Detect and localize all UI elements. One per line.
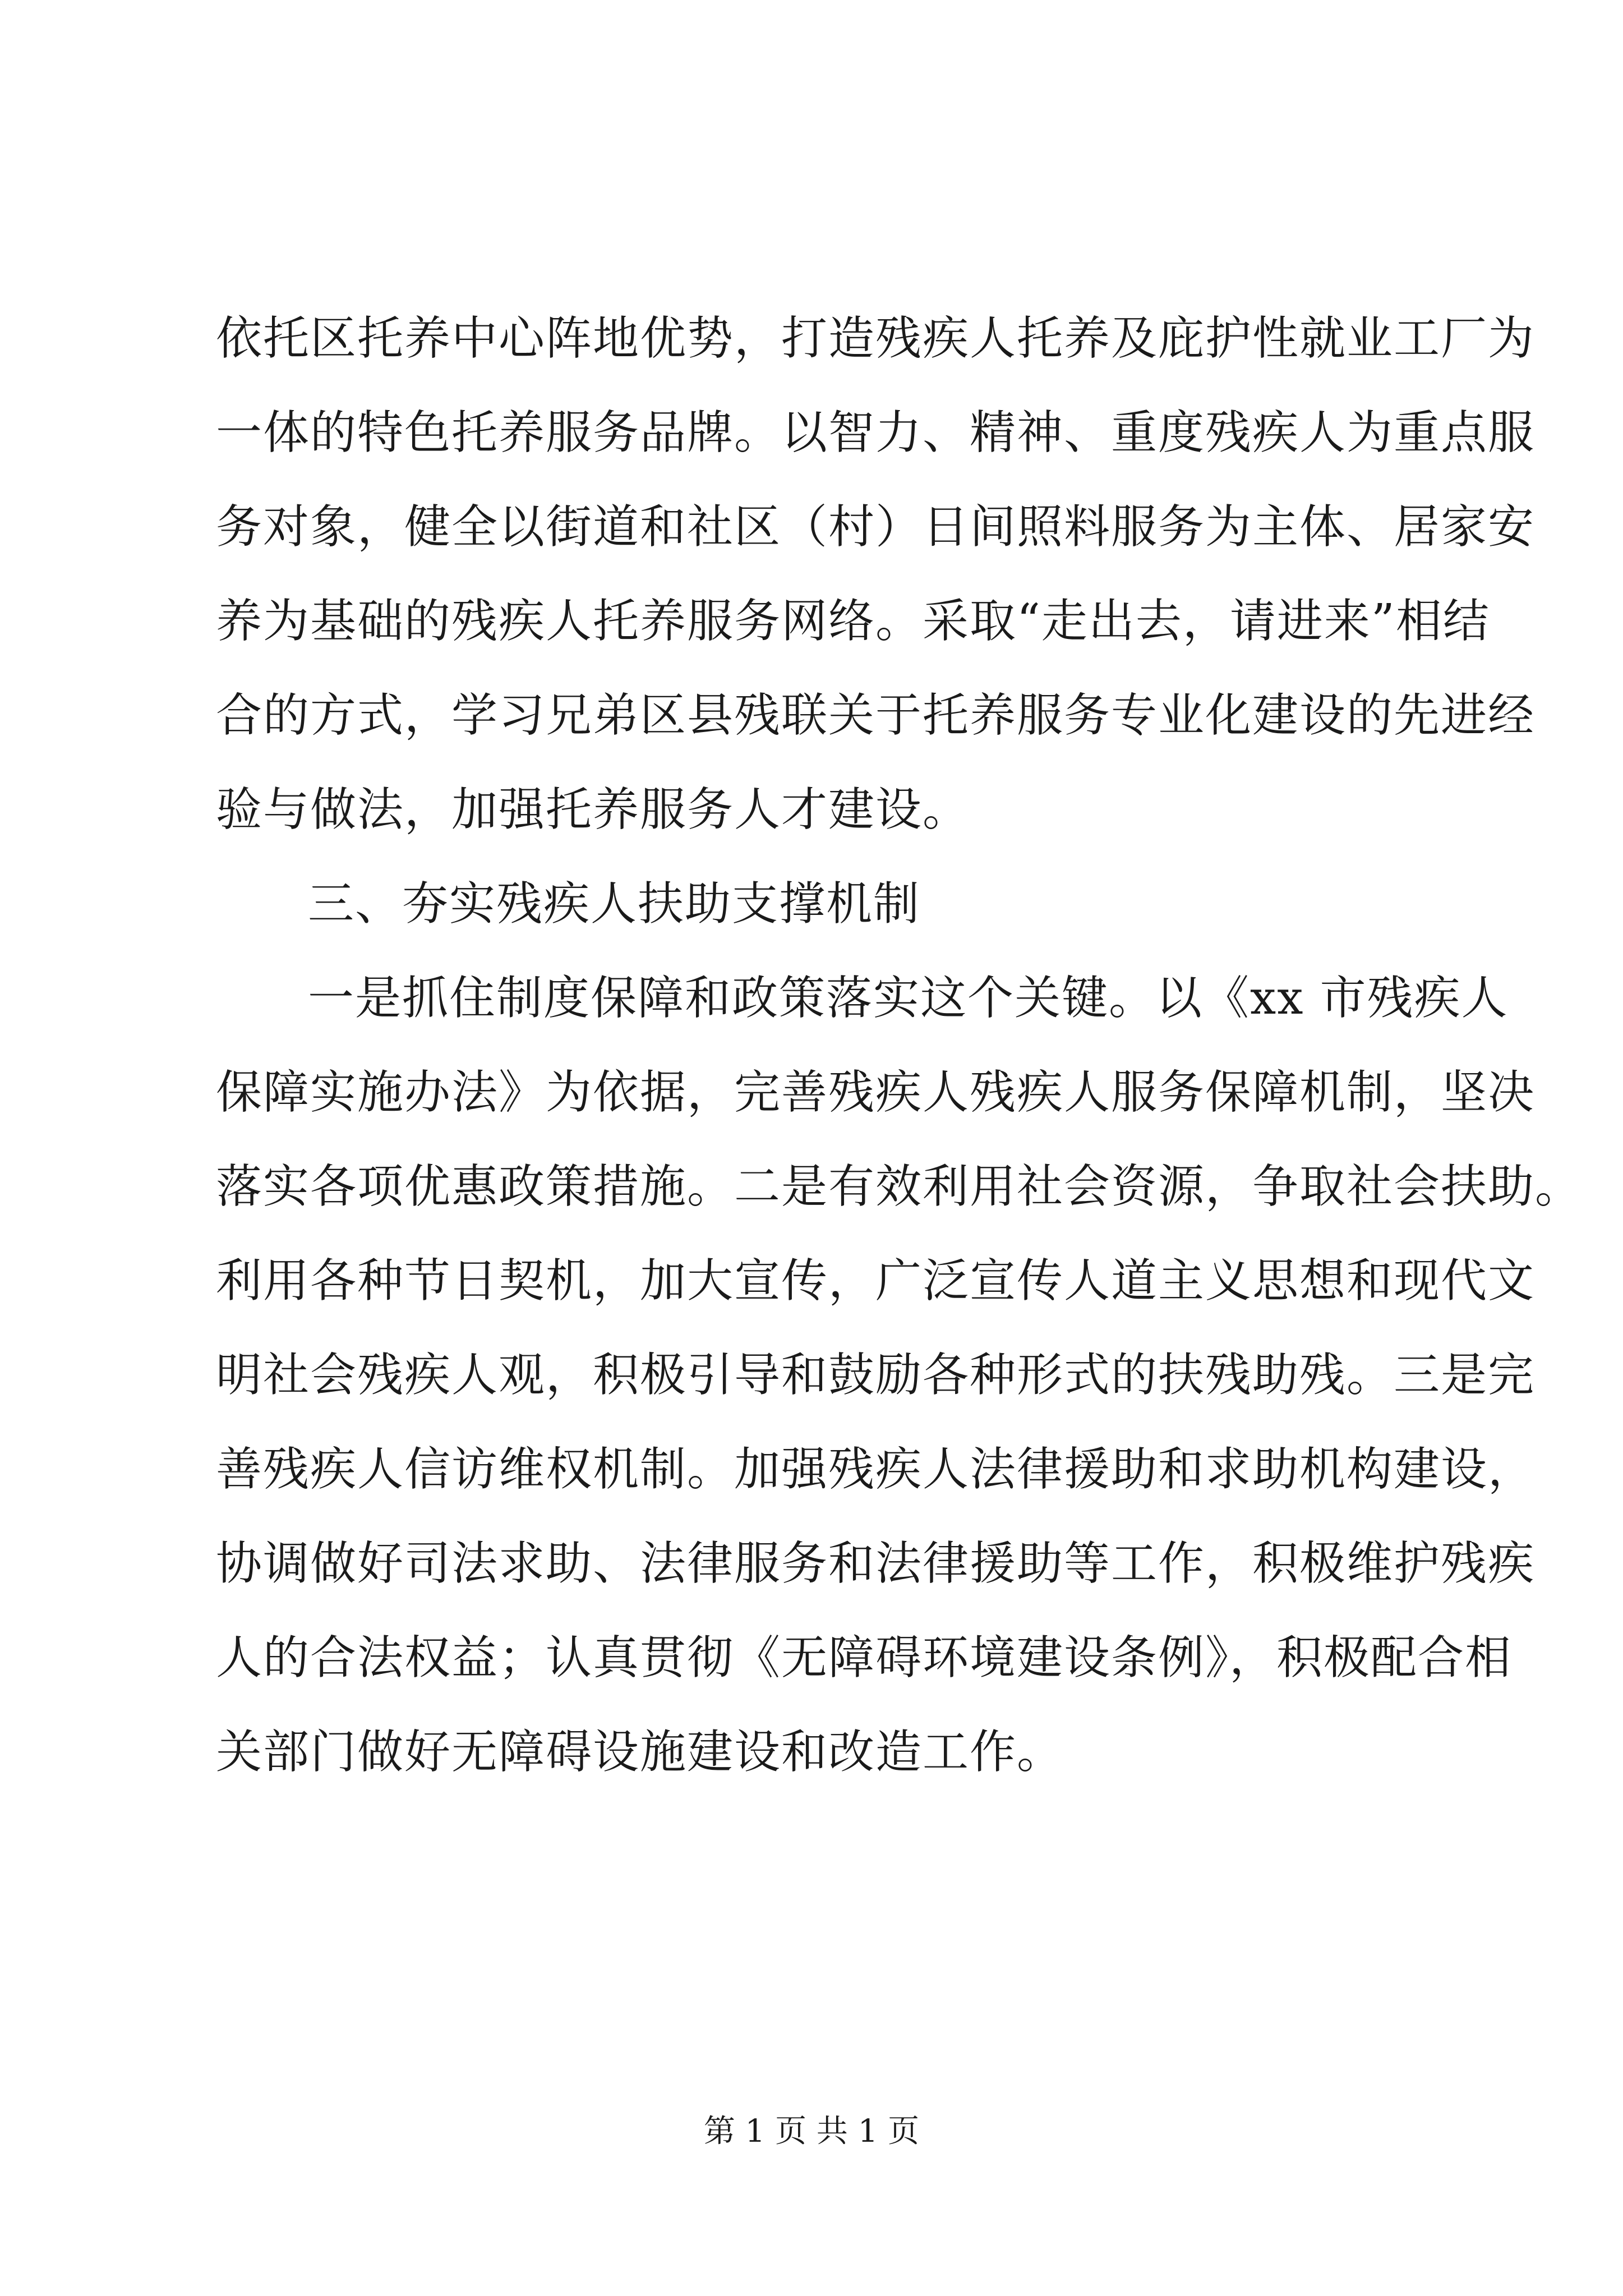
text-line: 养为基础的残疾人托养服务网络。采取“走出去，请进来”相结: [216, 595, 1490, 648]
text-line: 协调做好司法求助、法律服务和法律援助等工作，积极维护残疾: [216, 1537, 1536, 1590]
text-line: 人的合法权益；认真贯彻《无障碍环境建设条例》，积极配合相: [216, 1631, 1513, 1685]
text-line: 依托区托养中心阵地优势，打造残疾人托养及庇护性就业工厂为: [216, 312, 1536, 365]
text-line: 保障实施办法》为依据，完善残疾人残疾人服务保障机制，坚决: [216, 1066, 1536, 1119]
text-line: 合的方式，学习兄弟区县残联关于托养服务专业化建设的先进经: [216, 689, 1536, 742]
text-line: 务对象，健全以街道和社区（村）日间照料服务为主体、居家安: [216, 500, 1536, 554]
text-line: 一是抓住制度保障和政策落实这个关键。以《xx 市残疾人: [308, 972, 1509, 1025]
text-line: 验与做法，加强托养服务人才建设。: [216, 783, 970, 836]
text-line: 善残疾人信访维权机制。加强残疾人法律援助和求助机构建设，: [216, 1443, 1536, 1496]
text-line: 落实各项优惠政策措施。二是有效利用社会资源，争取社会扶助。: [216, 1160, 1583, 1213]
text-line: 明社会残疾人观，积极引导和鼓励各种形式的扶残助残。三是完: [216, 1349, 1536, 1402]
section-heading: 三、夯实残疾人扶助支撑机制: [308, 877, 921, 931]
text-line: 利用各种节日契机，加大宣传，广泛宣传人道主义思想和现代文: [216, 1254, 1536, 1308]
page-number-footer: 第 1 页 共 1 页: [703, 2113, 920, 2150]
text-line: 关部门做好无障碍设施建设和改造工作。: [216, 1726, 1064, 1779]
text-line: 一体的特色托养服务品牌。以智力、精神、重度残疾人为重点服: [216, 406, 1536, 459]
document-body: [216, 292, 1583, 1800]
